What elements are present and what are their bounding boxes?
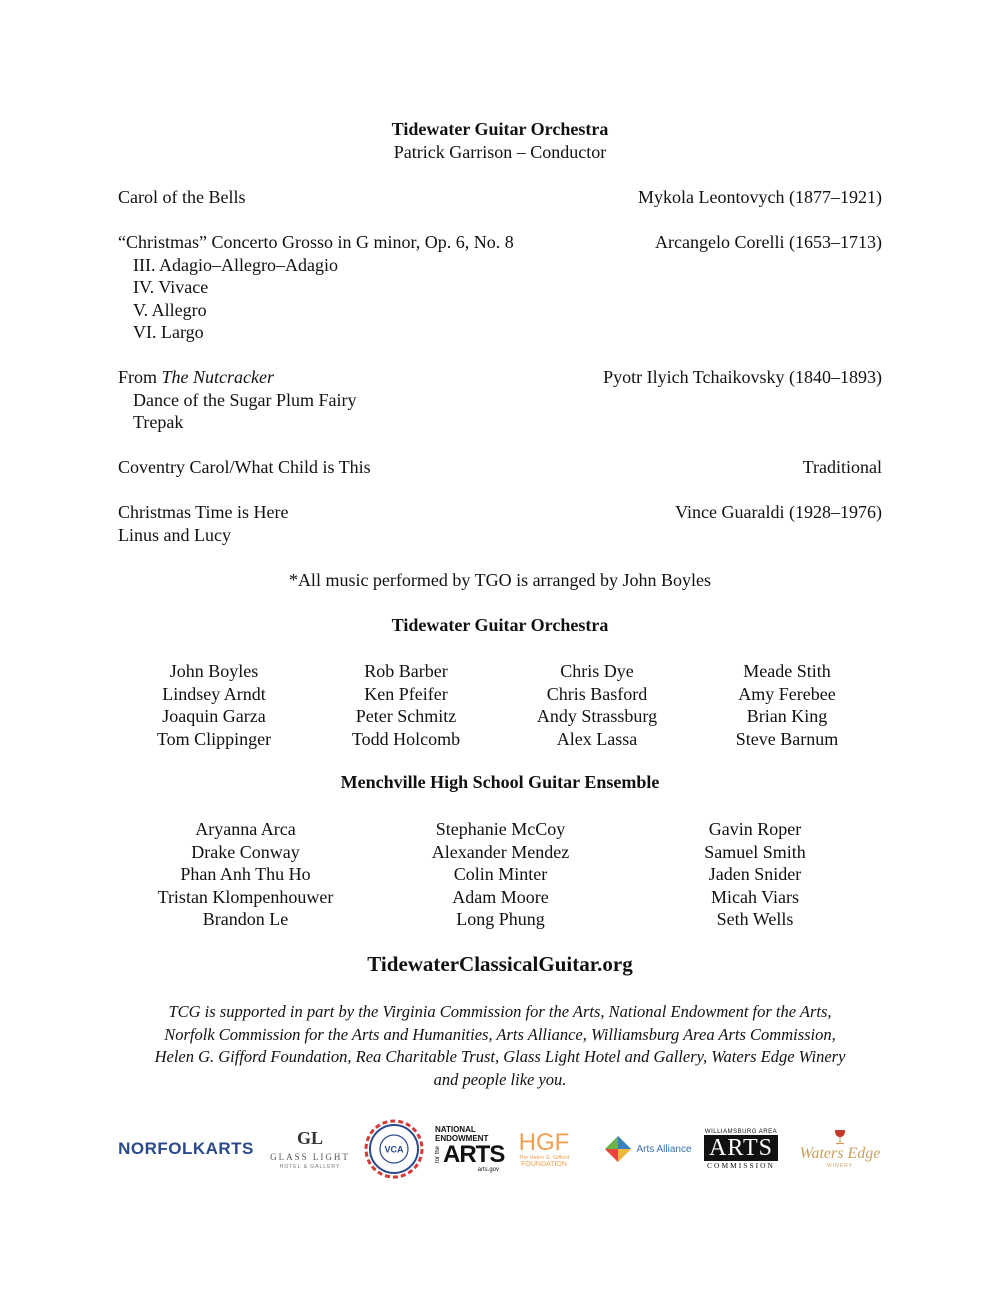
glass-light-tag: HOTEL & GALLERY xyxy=(279,1164,341,1170)
roster-column xyxy=(118,818,373,931)
member-name: Steve Barnum xyxy=(735,728,839,749)
glass-light-logo xyxy=(265,1118,355,1180)
roster-column xyxy=(502,660,692,750)
member-name: Amy Ferebee xyxy=(738,683,836,704)
waters-edge-logo xyxy=(793,1118,887,1180)
tgo-roster xyxy=(118,660,882,750)
mhs-roster xyxy=(118,818,882,931)
member-name: Alex Lassa xyxy=(556,728,638,749)
glass-light-mark: GL xyxy=(296,1128,323,1148)
nea-line2: ENDOWMENT xyxy=(435,1134,489,1143)
member-name: John Boyles xyxy=(169,661,259,681)
nea-arts: ARTS xyxy=(443,1141,505,1168)
nea-line1: NATIONAL xyxy=(435,1125,476,1134)
member-name: Rob Barber xyxy=(364,661,448,681)
roster-column xyxy=(628,818,882,931)
waac-bottom: COMMISSION xyxy=(707,1160,775,1170)
program-item xyxy=(118,231,882,344)
title-italic: The Nutcracker xyxy=(161,367,274,387)
norfolk-arts-logo xyxy=(115,1118,257,1180)
member-name: Brian King xyxy=(746,706,828,726)
website-link[interactable]: TidewaterClassicalGuitar.org xyxy=(367,952,633,976)
piece-title: Coventry Carol/What Child is This xyxy=(118,457,371,477)
ensemble-title-mhs: Menchville High School Guitar Ensemble xyxy=(340,772,660,792)
support-line: Helen G. Gifford Foundation, Rea Charitable Trust, Glass Light Hotel and Gallery, Waters Edge Winery xyxy=(154,1047,846,1066)
member-name: Seth Wells xyxy=(716,909,794,929)
member-name: Stephanie McCoy xyxy=(435,819,566,839)
piece-title: Carol of the Bells xyxy=(118,187,246,207)
member-name: Jaden Snider xyxy=(708,864,802,884)
support-line: and people like you. xyxy=(433,1069,567,1089)
vca-center-text: VCA xyxy=(384,1144,404,1155)
member-name: Phan Anh Thu Ho xyxy=(180,864,311,884)
arts-alliance-name: Arts Alliance xyxy=(636,1143,692,1155)
member-name: Lindsey Arndt xyxy=(162,683,266,704)
roster-column xyxy=(692,660,882,750)
member-name: Micah Viars xyxy=(710,886,800,907)
member-name: Peter Schmitz xyxy=(355,706,457,726)
nea-url: arts.gov xyxy=(477,1167,499,1173)
member-name: Colin Minter xyxy=(453,864,548,884)
program-item xyxy=(118,456,882,479)
program-item xyxy=(118,501,882,546)
roster-column xyxy=(118,660,310,750)
hgf-small1: The Helen G. Gifford xyxy=(518,1154,570,1161)
member-name: Long Phung xyxy=(456,909,545,929)
support-statement xyxy=(110,1001,890,1091)
wine-glass-icon xyxy=(833,1129,847,1145)
member-name: Gavin Roper xyxy=(708,819,802,839)
piece-title xyxy=(118,366,274,389)
waters-edge-name: Waters Edge xyxy=(799,1145,881,1162)
piece-title: Christmas Time is Here xyxy=(118,502,289,522)
ensemble-title-tgo: Tidewater Guitar Orchestra xyxy=(391,615,609,635)
composer: Arcangelo Corelli (1653–1713) xyxy=(655,232,882,252)
member-name: Joaquin Garza xyxy=(162,706,266,726)
movement: Trepak xyxy=(133,412,184,432)
member-name: Andy Strassburg xyxy=(536,706,658,726)
arts-alliance-icon xyxy=(604,1135,632,1163)
movement: IV. Vivace xyxy=(133,277,209,297)
vca-seal-icon xyxy=(364,1119,424,1179)
support-line: TCG is supported in part by the Virginia Commission for the Arts, National Endowment for the Arts, xyxy=(168,1002,832,1021)
member-name: Ken Pfeifer xyxy=(364,683,448,704)
member-name: Meade Stith xyxy=(743,661,831,681)
movement: Dance of the Sugar Plum Fairy xyxy=(133,389,357,410)
movement: V. Allegro xyxy=(133,299,207,320)
waters-edge-tag: WINERY xyxy=(827,1163,853,1169)
header-title: Tidewater Guitar Orchestra xyxy=(391,119,609,139)
norfolk-arts-wordmark: NORFOLKARTS xyxy=(118,1139,254,1158)
composer: Traditional xyxy=(802,457,882,477)
header-subtitle: Patrick Garrison – Conductor xyxy=(393,142,607,162)
program-item xyxy=(118,366,882,434)
roster-column xyxy=(310,660,502,750)
member-name: Alexander Mendez xyxy=(431,841,570,862)
member-name: Tristan Klompenhouwer xyxy=(157,886,334,907)
hgf-letters: HGF xyxy=(518,1128,570,1156)
sponsor-logos xyxy=(115,1118,890,1180)
member-name: Brandon Le xyxy=(202,909,289,929)
composer: Pyotr Ilyich Tchaikovsky (1840–1893) xyxy=(603,367,882,387)
movement: III. Adagio–Allegro–Adagio xyxy=(133,254,338,275)
member-name: Chris Basford xyxy=(546,683,648,704)
waac-arts: ARTS xyxy=(704,1135,778,1161)
member-name: Todd Holcomb xyxy=(351,728,461,749)
member-name: Tom Clippinger xyxy=(156,728,272,749)
movement: VI. Largo xyxy=(133,322,204,342)
composer: Vince Guaraldi (1928–1976) xyxy=(675,502,882,522)
title-prefix: From xyxy=(118,367,162,387)
piece-title: “Christmas” Concerto Grosso in G minor, Op. 6, No. 8 xyxy=(118,232,514,252)
program-item xyxy=(118,186,882,209)
glass-light-name: GLASS LIGHT xyxy=(270,1152,350,1162)
piece-title: Linus and Lucy xyxy=(118,524,231,545)
nea-side: for the xyxy=(435,1146,441,1164)
hgf-logo xyxy=(508,1118,580,1180)
member-name: Samuel Smith xyxy=(704,841,806,862)
waac-top: WILLIAMSBURG AREA xyxy=(704,1128,778,1135)
composer: Mykola Leontovych (1877–1921) xyxy=(638,187,882,207)
member-name: Adam Moore xyxy=(452,886,549,907)
member-name: Drake Conway xyxy=(191,841,300,862)
williamsburg-arts-logo xyxy=(698,1118,784,1180)
support-line: Norfolk Commission for the Arts and Humanities, Arts Alliance, Williamsburg Area Arts Commission, xyxy=(164,1024,836,1044)
hgf-small2: FOUNDATION xyxy=(521,1160,567,1168)
arrangement-note: *All music performed by TGO is arranged by John Boyles xyxy=(288,570,712,590)
roster-column xyxy=(373,818,628,931)
nea-arts-row xyxy=(435,1143,504,1167)
arts-alliance-logo xyxy=(593,1118,703,1180)
member-name: Aryanna Arca xyxy=(195,819,296,839)
nea-logo xyxy=(435,1118,505,1180)
member-name: Chris Dye xyxy=(560,661,634,681)
vca-logo xyxy=(361,1118,427,1180)
